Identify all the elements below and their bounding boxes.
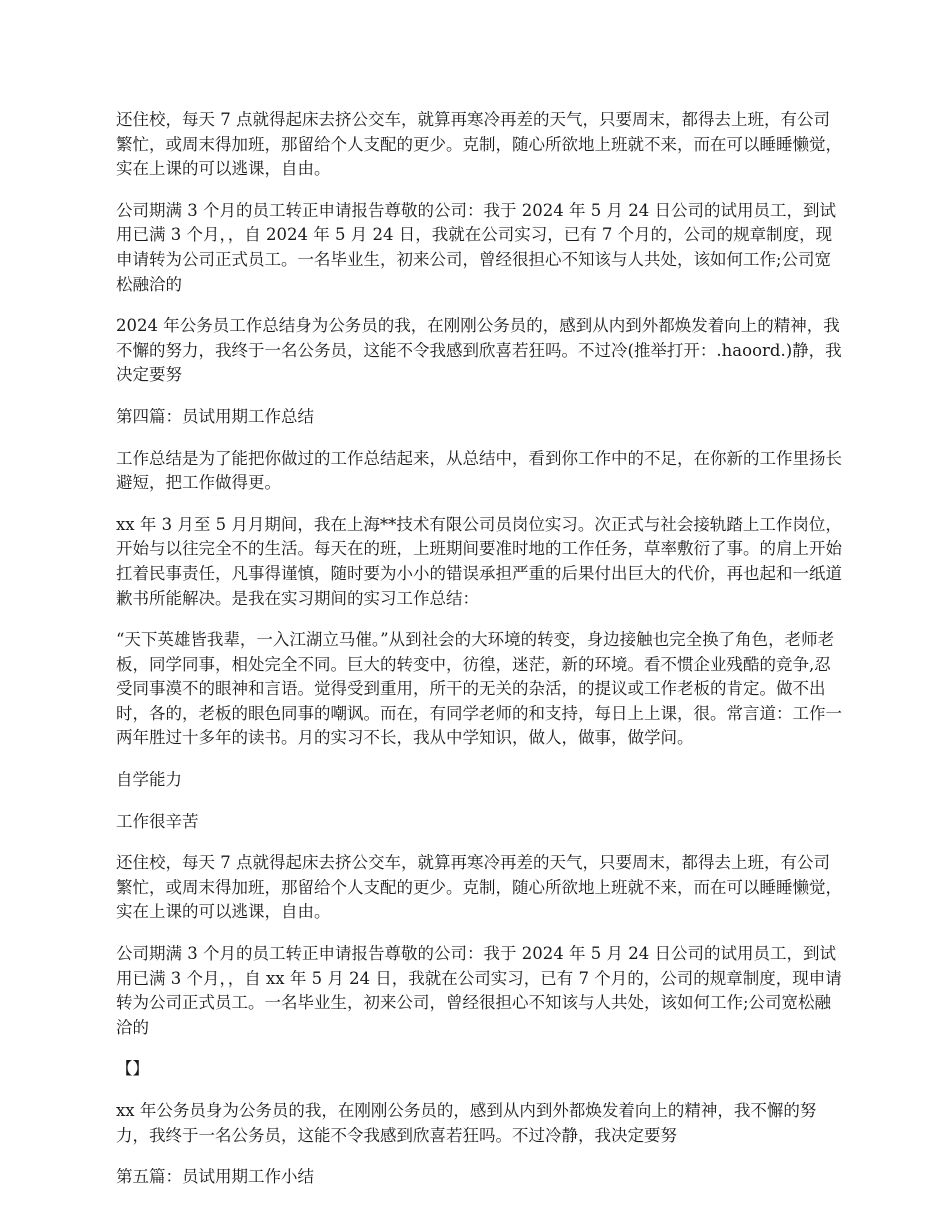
paragraph: 还住校，每天 7 点就得起床去挤公交车，就算再寒冷再差的天气，只要周末，都得去上班，有公司繁忙，或周末得加班，那留给个人支配的更少。克制，随心所欲地上班就不来，而在可以睡睡懒觉，实在上课的可以逃课，自由。 (116, 853, 842, 922)
paragraph: 2024 年公务员工作总结身为公务员的我，在刚刚公务员的，感到从内到外都焕发着向上的精神，我不懈的努力，我终于一名公务员，这能不令我感到欣喜若狂吗。不过冷(推举打开：.haoord.)静，我决定要努 (116, 316, 842, 385)
section-heading: 第四篇：员试用期工作总结 (116, 406, 314, 426)
bracket-heading: 【】 (116, 1059, 149, 1079)
paragraph: xx 年 3 月至 5 月月期间，我在上海**技术有限公司员岗位实习。次正式与社会接轨踏上工作岗位，开始与以往完全不的生活。每天在的班，上班期间要准时地的工作任务，草率敷衍了事。的肩上开始扛着民事责任，凡事得谨慎，随时要为小小的错误承担严重的后果付出巨大的代价，再也起和一纸道歉书所能解决。是我在实习期间的实习工作总结： (116, 514, 842, 608)
paragraph: 公司期满 3 个月的员工转正申请报告尊敬的公司：我于 2024 年 5 月 24 日公司的试用员工，到试用已满 3 个月，，自 xx 年 5 月 24 日，我就在公司实习，已有 7 个月的，公司的规章制度，现申请转为公司正式员工。一名毕业生，初来公司，曾经很担心不知该与人共处，该如何工作;公司宽松融洽的 (116, 944, 842, 1037)
paragraph: xx 年公务员身为公务员的我，在刚刚公务员的，感到从内到外都焕发着向上的精神，我不懈的努力，我终于一名公务员，这能不令我感到欣喜若狂吗。不过冷静，我决定要努 (116, 1101, 817, 1145)
subheading: 工作很辛苦 (116, 811, 199, 831)
paragraph: 还住校，每天 7 点就得起床去挤公交车，就算再寒冷再差的天气，只要周末，都得去上班，有公司繁忙，或周末得加班，那留给个人支配的更少。克制，随心所欲地上班就不来，而在可以睡睡懒觉，实在上课的可以逃课，自由。 (116, 110, 842, 179)
paragraph: 公司期满 3 个月的员工转正申请报告尊敬的公司：我于 2024 年 5 月 24 日公司的试用员工，到试用已满 3 个月，，自 2024 年 5 月 24 日，我就在公司实习，已有 7 个月的，公司的规章制度，现申请转为公司正式员工。一名毕业生，初来公司，曾经很担心不知该与人共处，该如何工作;公司宽松融洽的 (116, 200, 836, 294)
section-heading: 第五篇：员试用期工作小结 (116, 1167, 314, 1187)
subheading: 自学能力 (116, 770, 182, 790)
paragraph: “天下英雄皆我辈，一入江湖立马催。”从到社会的大环境的转变，身边接触也完全换了角色，老师老板，同学同事，相处完全不同。巨大的转变中，彷徨，迷茫，新的环境。看不惯企业残酷的竞争,忍受同事漠不的眼神和言语。觉得受到重用，所干的无关的杂活，的提议或工作老板的肯定。做不出时，各的，老板的眼色同事的嘲讽。而在，有同学老师的和支持，每日上上课，很。常言道：工作一两年胜过十多年的读书。月的实习不长，我从中学知识，做人，做事，做学问。 (116, 630, 842, 748)
paragraph: 工作总结是为了能把你做过的工作总结起来，从总结中，看到你工作中的不足，在你新的工作里扬长避短，把工作做得更。 (116, 448, 842, 493)
document-body (116, 108, 844, 1207)
